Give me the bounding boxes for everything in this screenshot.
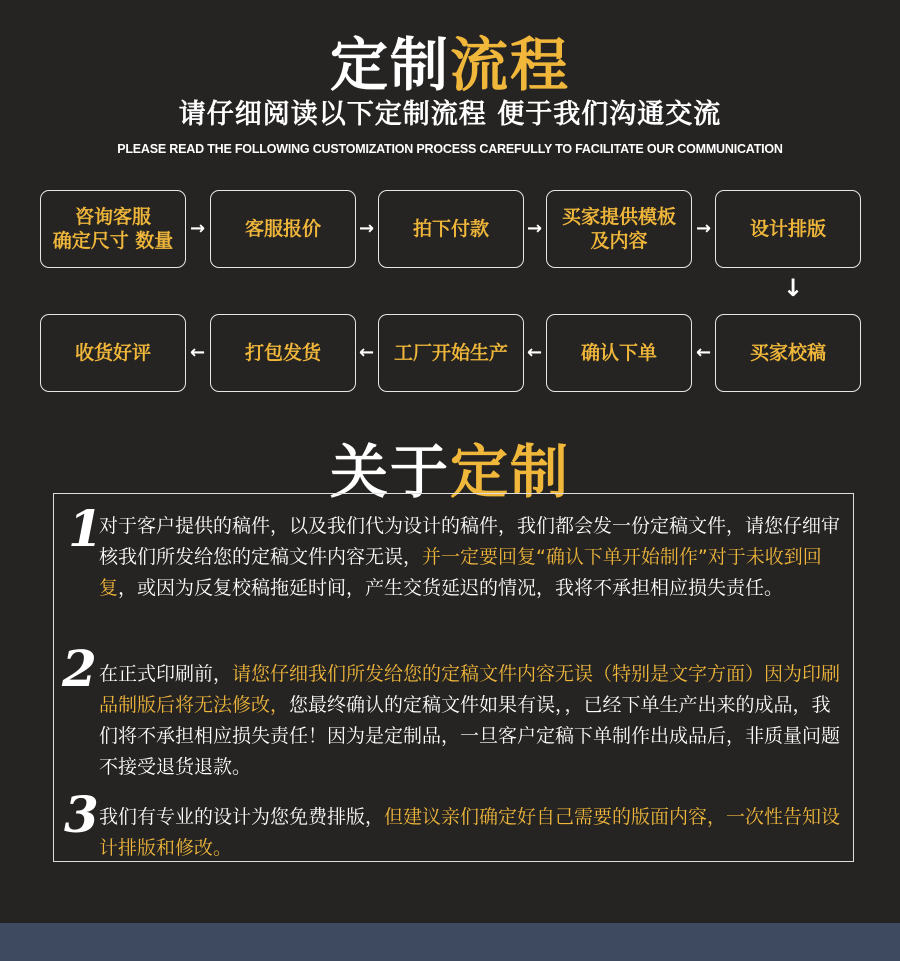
step-design bbox=[715, 190, 861, 268]
arrow-down-icon: ↓ bbox=[783, 274, 804, 302]
notice-highlight: 请您仔细我们所发给您的定稿文件内容无误（特别是文字方面）因为印刷品制版后将无法修改， bbox=[99, 663, 841, 716]
process-subtitle-english: PLEASE READ THE FOLLOWING CUSTOMIZATION PROCESS CAREFULLY TO FACILITATE OUR COMMUNICATION bbox=[117, 142, 783, 156]
step-payment bbox=[378, 190, 524, 268]
notice-text: 在正式印刷前， bbox=[99, 663, 233, 685]
arrow-left-icon: ← bbox=[359, 342, 375, 363]
process-title-gold: 流程 bbox=[450, 31, 571, 99]
step-production bbox=[378, 314, 524, 392]
step-label: 买家校稿 bbox=[749, 342, 826, 364]
step-label: 客服报价 bbox=[244, 218, 321, 240]
notice-text: 您最终确认的定稿文件如果有误，，已经下单生产出来的成品，我们将不承担相应损失责任！因为是定制品，一旦客户定稿下单制作出成品后，非质量问题不接受退货退款。 bbox=[99, 694, 841, 778]
step-packing bbox=[210, 314, 356, 392]
about-title-white: 关于 bbox=[329, 438, 450, 506]
notice-text: 对于客户提供的稿件，以及我们代为设计的稿件，我们都会发一份定稿文件，请您仔细审核我们所发给您的定稿文件内容无误， bbox=[99, 515, 841, 568]
step-label: 收货好评 bbox=[74, 342, 151, 364]
step-label: 拍下付款 bbox=[412, 218, 489, 240]
step-label: 确认下单 bbox=[580, 342, 657, 364]
notice-text: 我们有专业的设计为您免费排版， bbox=[99, 806, 385, 828]
notice-highlight: 但建议亲们确定好自己需要的版面内容，一次性告知设计排版和修改。 bbox=[99, 806, 841, 859]
arrow-right-icon: → bbox=[359, 218, 375, 239]
footer-bar bbox=[0, 923, 900, 961]
step-quote bbox=[210, 190, 356, 268]
notice-highlight: 并一定要回复“确认下单开始制作”对于未收到回复 bbox=[99, 546, 822, 599]
number-one-icon: 1 bbox=[68, 499, 103, 558]
process-title-white: 定制 bbox=[329, 31, 450, 99]
notice-text: ，或因为反复校稿拖延时间，产生交货延迟的情况，我将不承担相应损失责任。 bbox=[118, 577, 784, 599]
arrow-left-icon: ← bbox=[696, 342, 712, 363]
step-label: 打包发货 bbox=[244, 342, 321, 364]
step-label: 设计排版 bbox=[749, 218, 826, 240]
step-review bbox=[40, 314, 186, 392]
process-subtitle: 请仔细阅读以下定制流程 便于我们沟通交流 bbox=[178, 99, 722, 130]
process-title bbox=[0, 18, 900, 102]
arrow-left-icon: ← bbox=[190, 342, 206, 363]
step-provide-template bbox=[546, 190, 692, 268]
about-title-gold: 定制 bbox=[450, 438, 571, 506]
arrow-right-icon: → bbox=[527, 218, 543, 239]
step-label: 咨询客服 bbox=[74, 206, 151, 228]
notice-paragraph-1 bbox=[99, 511, 849, 604]
arrow-left-icon: ← bbox=[527, 342, 543, 363]
arrow-right-icon: → bbox=[696, 218, 712, 239]
number-two-icon: 2 bbox=[62, 639, 97, 698]
notice-box bbox=[53, 493, 854, 862]
step-confirm-order bbox=[546, 314, 692, 392]
notice-paragraph-3 bbox=[99, 802, 849, 864]
step-consult bbox=[40, 190, 186, 268]
step-label: 买家提供模板 bbox=[561, 206, 676, 228]
arrow-right-icon: → bbox=[190, 218, 206, 239]
step-label-sub: 确定尺寸 数量 bbox=[52, 230, 174, 252]
step-proofread bbox=[715, 314, 861, 392]
step-label: 工厂开始生产 bbox=[393, 342, 508, 364]
number-three-icon: 3 bbox=[64, 785, 99, 844]
step-label-sub: 及内容 bbox=[590, 230, 648, 252]
notice-paragraph-2 bbox=[99, 659, 849, 783]
